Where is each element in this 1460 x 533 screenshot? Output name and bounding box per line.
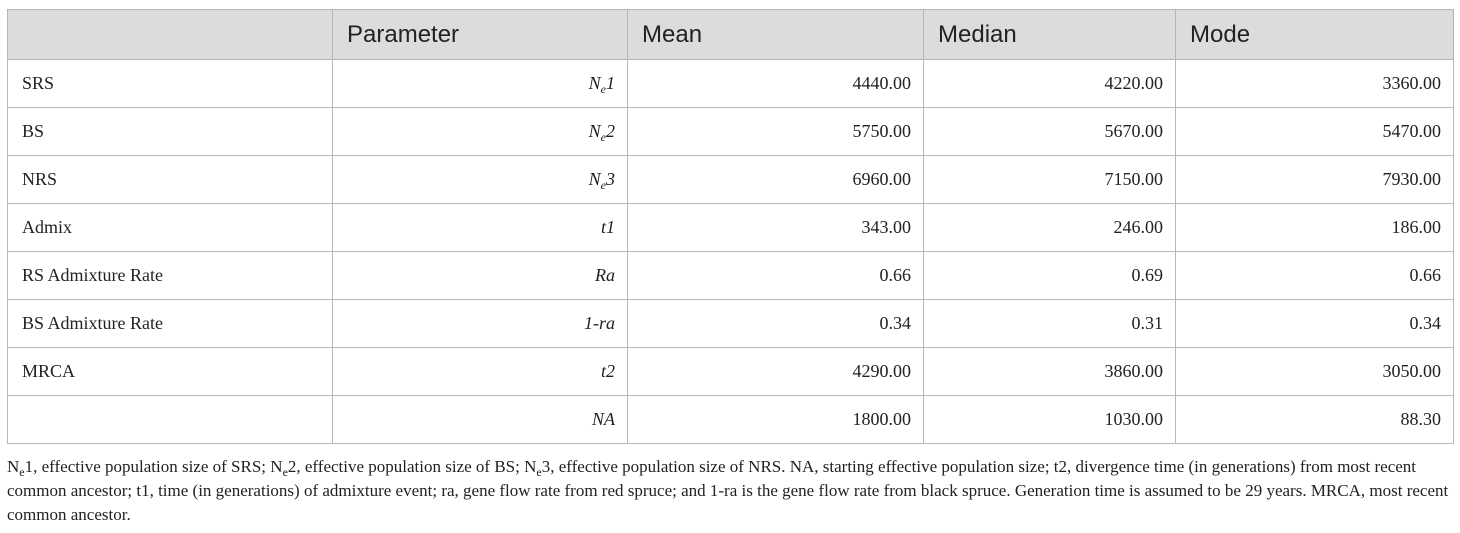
- footnote-subscript: e: [19, 465, 25, 479]
- row-label: RS Admixture Rate: [8, 252, 333, 300]
- row-label: MRCA: [8, 348, 333, 396]
- mode-value: 186.00: [1176, 204, 1454, 252]
- parameter-symbol: t2: [600, 361, 615, 381]
- header-row: [8, 10, 1454, 60]
- mode-value: 3050.00: [1176, 348, 1454, 396]
- table-row: [8, 300, 1454, 348]
- mode-value: 5470.00: [1176, 108, 1454, 156]
- table-row: [8, 156, 1454, 204]
- row-label: SRS: [8, 60, 333, 108]
- table-footnote: [7, 455, 1453, 527]
- header-median: Median: [924, 10, 1176, 60]
- parameter-cell: [333, 300, 628, 348]
- row-label: BS Admixture Rate: [8, 300, 333, 348]
- table-header: [8, 10, 1454, 60]
- row-label: NRS: [8, 156, 333, 204]
- parameter-symbol: N: [588, 169, 601, 189]
- mean-value: 4290.00: [628, 348, 924, 396]
- parameter-cell: [333, 348, 628, 396]
- mean-value: 5750.00: [628, 108, 924, 156]
- median-value: 0.69: [924, 252, 1176, 300]
- table-row: [8, 60, 1454, 108]
- median-value: 246.00: [924, 204, 1176, 252]
- parameter-cell: [333, 108, 628, 156]
- mode-value: 7930.00: [1176, 156, 1454, 204]
- parameter-symbol: t1: [600, 217, 615, 237]
- parameter-subscript: e: [600, 178, 606, 192]
- parameter-cell: [333, 396, 628, 444]
- parameter-symbol: Ra: [595, 265, 615, 285]
- mean-value: 6960.00: [628, 156, 924, 204]
- footnote-subscript: e: [536, 465, 542, 479]
- table-row: [8, 204, 1454, 252]
- row-label: BS: [8, 108, 333, 156]
- median-value: 0.31: [924, 300, 1176, 348]
- header-parameter: Parameter: [333, 10, 628, 60]
- header-mean: Mean: [628, 10, 924, 60]
- table-row: [8, 396, 1454, 444]
- mode-value: 0.66: [1176, 252, 1454, 300]
- header-mode: Mode: [1176, 10, 1454, 60]
- row-label: [8, 396, 333, 444]
- table-row: [8, 348, 1454, 396]
- footnote-subscript: e: [282, 465, 288, 479]
- parameter-cell: [333, 156, 628, 204]
- footnote-text: 3, effective population size of NRS. NA, starting effective population size; t2, divergence time (in generations) from most recent common ancestor; t1, time (in generations) of admixture event; ra, gene flow rate from red spruce; and 1-ra is the gene flow rate from black spruce. Generation time is assumed to be 29 years. MRCA, most recent common ancestor.: [7, 457, 1449, 524]
- parameter-cell: [333, 204, 628, 252]
- parameter-symbol: NA: [591, 409, 615, 429]
- header-blank: [8, 10, 333, 60]
- parameter-index: 1: [606, 73, 615, 93]
- mode-value: 88.30: [1176, 396, 1454, 444]
- row-label: Admix: [8, 204, 333, 252]
- table-body: [8, 60, 1454, 444]
- median-value: 3860.00: [924, 348, 1176, 396]
- mode-value: 0.34: [1176, 300, 1454, 348]
- parameter-subscript: e: [600, 82, 606, 96]
- table-row: [8, 108, 1454, 156]
- mean-value: 343.00: [628, 204, 924, 252]
- mean-value: 4440.00: [628, 60, 924, 108]
- mean-value: 0.34: [628, 300, 924, 348]
- footnote-text: 1, effective population size of SRS; N: [24, 457, 283, 476]
- median-value: 1030.00: [924, 396, 1176, 444]
- results-table-container: [7, 9, 1453, 444]
- median-value: 7150.00: [924, 156, 1176, 204]
- parameter-index: 2: [606, 121, 615, 141]
- parameter-index: 3: [606, 169, 615, 189]
- parameter-cell: [333, 252, 628, 300]
- parameter-estimates-table: [7, 9, 1454, 444]
- median-value: 4220.00: [924, 60, 1176, 108]
- median-value: 5670.00: [924, 108, 1176, 156]
- mean-value: 1800.00: [628, 396, 924, 444]
- parameter-symbol: N: [588, 121, 601, 141]
- parameter-symbol: N: [588, 73, 601, 93]
- mean-value: 0.66: [628, 252, 924, 300]
- footnote-text: 2, effective population size of BS; N: [287, 457, 537, 476]
- footnote-text: N: [7, 457, 20, 476]
- mode-value: 3360.00: [1176, 60, 1454, 108]
- table-row: [8, 252, 1454, 300]
- parameter-cell: [333, 60, 628, 108]
- parameter-subscript: e: [600, 130, 606, 144]
- parameter-symbol: 1-ra: [584, 313, 615, 333]
